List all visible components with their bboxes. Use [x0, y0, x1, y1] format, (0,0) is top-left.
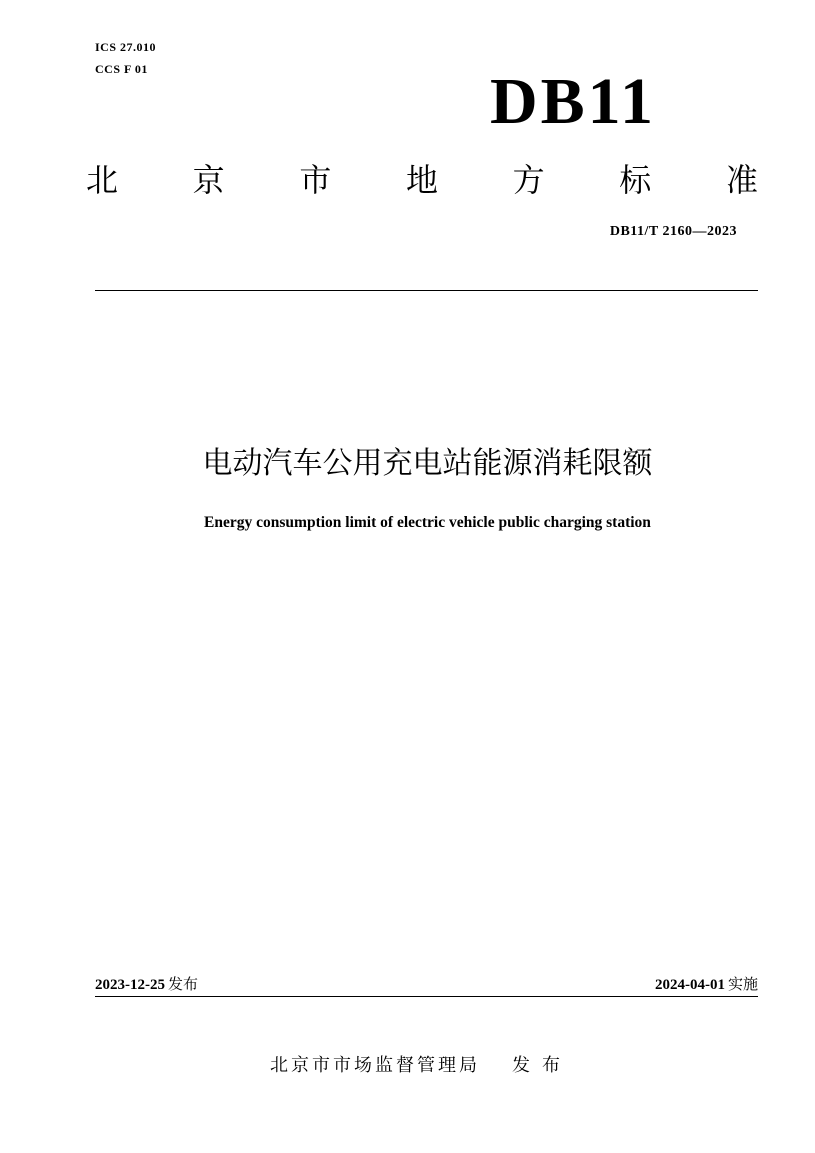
issue-label: 发布 [168, 975, 199, 993]
standard-type-char: 地 [405, 161, 438, 199]
implementation-date: 2024-04-01 [654, 977, 725, 993]
standard-number: DB11/T 2160—2023 [609, 224, 737, 239]
ics-code: ICS 27.010 [95, 40, 157, 54]
standard-type-char: 北 [86, 161, 119, 199]
standard-type-char: 京 [192, 161, 225, 199]
issuer-name: 北京市市场监督管理局 [270, 1055, 480, 1076]
publish-label: 发布 [512, 1055, 572, 1076]
standard-type-heading [86, 158, 758, 202]
implementation-label: 实施 [727, 975, 758, 993]
standard-type-char: 市 [299, 161, 332, 199]
top-divider [95, 290, 758, 291]
issuing-authority [0, 1054, 815, 1078]
document-title-english: Energy consumption limit of electric vehicle public charging station [204, 514, 651, 531]
issue-date-block [95, 974, 198, 995]
implementation-date-block [655, 974, 758, 995]
bottom-divider [95, 996, 758, 997]
document-title-chinese: 电动汽车公用充电站能源消耗限额 [202, 446, 653, 481]
standard-type-char: 标 [619, 161, 652, 199]
issue-date: 2023-12-25 [95, 977, 165, 993]
standard-type-char: 准 [725, 161, 758, 199]
ccs-code: CCS F 01 [95, 62, 148, 76]
db11-logo: DB11 [490, 65, 657, 138]
standard-type-char: 方 [512, 161, 545, 199]
